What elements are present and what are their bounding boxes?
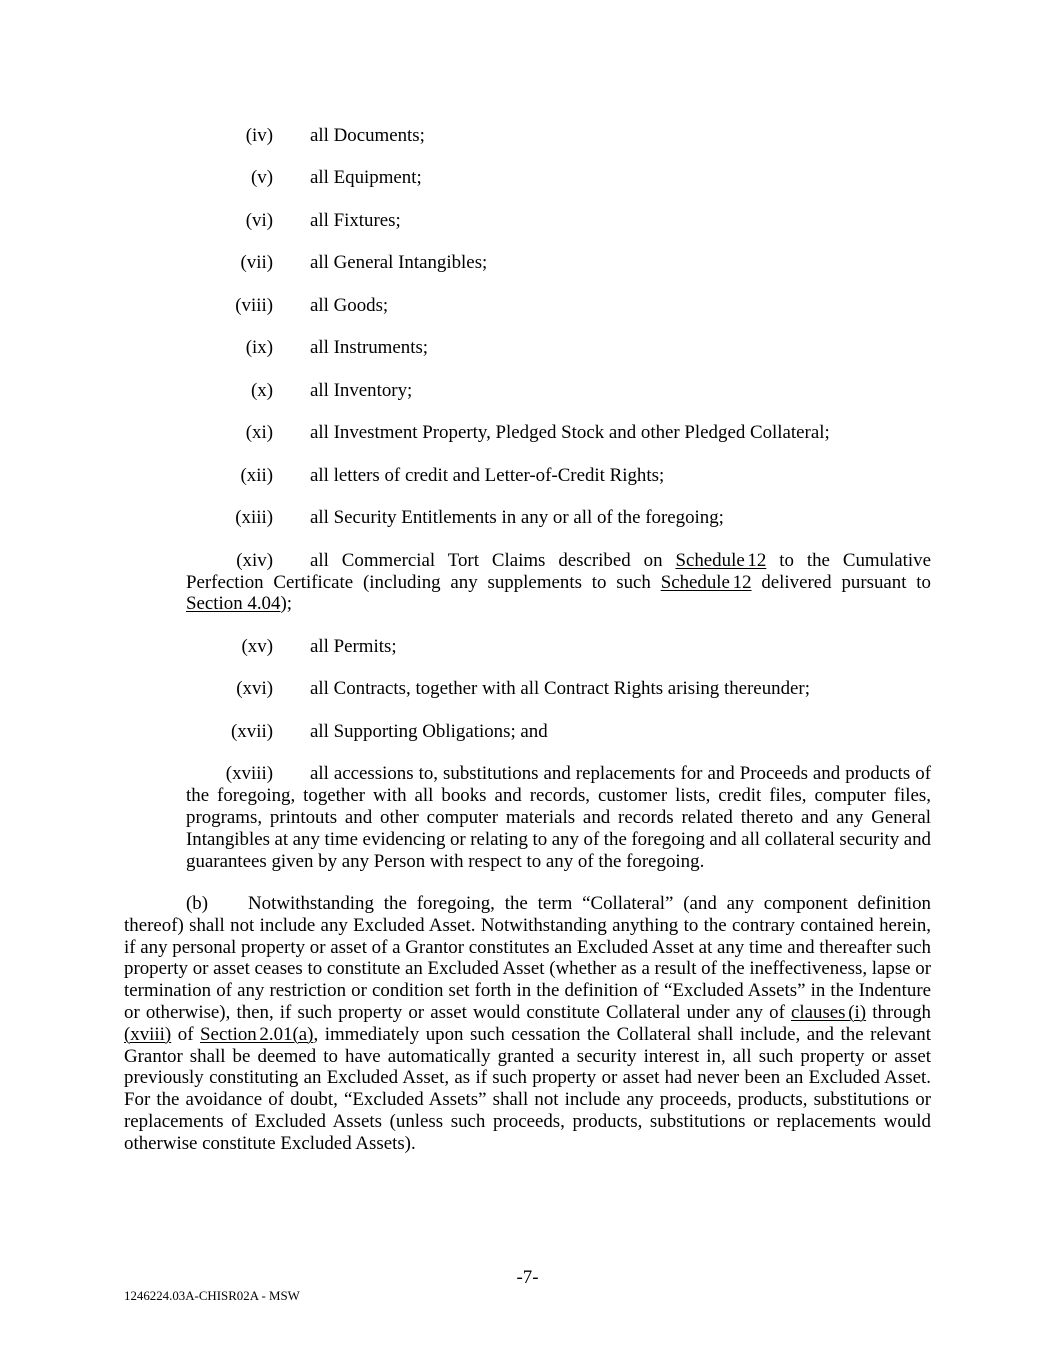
clause-label: (xvii) [231, 720, 273, 742]
clause-text: all Goods; [310, 294, 389, 316]
clause-label: (x) [250, 379, 273, 401]
clause-line [186, 572, 931, 594]
paragraph-line: termination of any restriction or condition set forth in the definition of “Excluded Assets” in the Indenture [124, 980, 931, 1002]
clause-viii [186, 295, 931, 317]
document-body [124, 125, 931, 1155]
clause-line [186, 507, 931, 529]
clause-label: (v) [250, 167, 273, 189]
clause-text: all letters of credit and Letter-of-Credit Rights; [310, 464, 665, 486]
text-run: , immediately upon such cessation the Collateral shall include, and the relevant [313, 1023, 931, 1045]
clause-iv [186, 125, 931, 147]
text-run: of [171, 1023, 201, 1045]
clause-text: all Contracts, together with all Contract Rights arising thereunder; [310, 678, 810, 700]
clause-v [186, 167, 931, 189]
paragraph-b [124, 893, 931, 1155]
clause-ix [186, 337, 931, 359]
clause-vi [186, 210, 931, 232]
clause-text: all Inventory; [310, 379, 413, 401]
paragraph-label: (b) [186, 893, 209, 915]
clause-vii [186, 252, 931, 274]
clause-label: (xiii) [235, 507, 273, 529]
clause-label: (vi) [245, 209, 273, 231]
paragraph-line: property or asset ceases to constitute an Excluded Asset (whether as a result of the ineffectiveness, lapse or [124, 958, 931, 980]
clause-line: Intangibles at any time evidencing or relating to any of the foregoing and all collateral security and [186, 828, 931, 850]
clause-label: (xvi) [236, 678, 273, 700]
clause-line [186, 678, 931, 700]
paragraph-line: Grantor shall be deemed to have automatically granted a security interest in, all such property or asset [124, 1045, 931, 1067]
clause-label: (xi) [245, 422, 273, 444]
clause-text: all accessions to, substitutions and replacements for and Proceeds and products of [310, 763, 931, 785]
clause-label: (xii) [240, 464, 273, 486]
clause-line [186, 252, 931, 274]
paragraph-line: thereof) shall not include any Excluded Asset. Notwithstanding anything to the contrary contained herein, [124, 914, 931, 936]
cross-reference: Section 2.01(a) [200, 1023, 314, 1045]
clause-line [186, 167, 931, 189]
clause-line [186, 210, 931, 232]
paragraph-line [124, 893, 931, 915]
text-run: through [866, 1002, 931, 1024]
clause-text: all Security Entitlements in any or all of the foregoing; [310, 507, 724, 529]
text-run: all Commercial Tort Claims described on [310, 549, 676, 571]
clause-text: all Instruments; [310, 337, 429, 359]
paragraph-line: previously constituting an Excluded Asset, as if such property or asset had never been an Excluded Asset. [124, 1067, 931, 1089]
clause-xiv [186, 550, 931, 615]
clause-text: all Permits; [310, 635, 397, 657]
clause-x [186, 380, 931, 402]
paragraph-line [124, 1024, 931, 1046]
clause-line [186, 636, 931, 658]
clause-line [186, 380, 931, 402]
clause-line [186, 125, 931, 147]
clause-line [186, 550, 931, 572]
clause-xi [186, 422, 931, 444]
cross-reference: (xviii) [124, 1023, 172, 1045]
cross-reference: Schedule 12 [660, 571, 752, 593]
clause-text: all Fixtures; [310, 209, 401, 231]
clause-label: (ix) [245, 337, 273, 359]
cross-reference: Schedule 12 [675, 549, 767, 571]
clause-xii [186, 465, 931, 487]
clause-line [186, 763, 931, 785]
clause-text: all General Intangibles; [310, 252, 488, 274]
clause-xviii [186, 763, 931, 872]
cross-reference: Section 4.04 [186, 593, 281, 615]
clause-label: (iv) [245, 125, 273, 146]
clause-xvi [186, 678, 931, 700]
clause-text: all Supporting Obligations; and [310, 720, 548, 742]
paragraph-text: Notwithstanding the foregoing, the term “Collateral” (and any component definition [248, 893, 931, 915]
clause-line [186, 337, 931, 359]
clause-xiii [186, 507, 931, 529]
clause-text: all Equipment; [310, 167, 422, 189]
document-id-footer: 1246224.03A-CHISR02A - MSW [124, 1289, 300, 1303]
clause-xvii [186, 721, 931, 743]
clause-text: all Investment Property, Pledged Stock and other Pledged Collateral; [310, 422, 830, 444]
text-run: Perfection Certificate (including any supplements to such [186, 571, 661, 593]
page-number: -7- [516, 1267, 539, 1288]
clause-label: (xv) [241, 635, 273, 657]
text-run: ); [280, 593, 292, 615]
clause-line [186, 422, 931, 444]
text-run: delivered pursuant to [751, 571, 931, 593]
clause-label: (viii) [235, 294, 273, 316]
cross-reference: clauses (i) [790, 1002, 867, 1024]
clause-line: the foregoing, together with all books and records, customer lists, credit files, computer files, [186, 785, 931, 807]
clause-xv [186, 636, 931, 658]
paragraph-line: if any personal property or asset of a Grantor constitutes an Excluded Asset at any time and thereafter such [124, 936, 931, 958]
clause-line [186, 593, 931, 615]
clause-text [310, 550, 931, 572]
paragraph-line: otherwise constitute Excluded Assets). [124, 1132, 416, 1154]
clause-line [186, 295, 931, 317]
text-run: or otherwise), then, if such property or asset would constitute Collateral under any of [124, 1002, 791, 1024]
paragraph-line: replacements of Excluded Assets (unless such proceeds, products, substitutions or replacements would [124, 1111, 931, 1133]
clause-line [186, 465, 931, 487]
clause-text: all Documents; [310, 125, 425, 146]
text-run: to the Cumulative [766, 549, 931, 571]
paragraph-line [124, 1002, 931, 1024]
clause-label: (xviii) [225, 763, 273, 785]
clause-label: (vii) [240, 252, 273, 274]
clause-line [186, 721, 931, 743]
clause-line: programs, printouts and other computer materials and records related thereto and any General [186, 806, 931, 828]
clause-line: guarantees given by any Person with respect to any of the foregoing. [186, 850, 705, 872]
clause-label: (xiv) [236, 549, 273, 571]
paragraph-line: For the avoidance of doubt, “Excluded Assets” shall not include any proceeds, products, substitutions or [124, 1089, 931, 1111]
